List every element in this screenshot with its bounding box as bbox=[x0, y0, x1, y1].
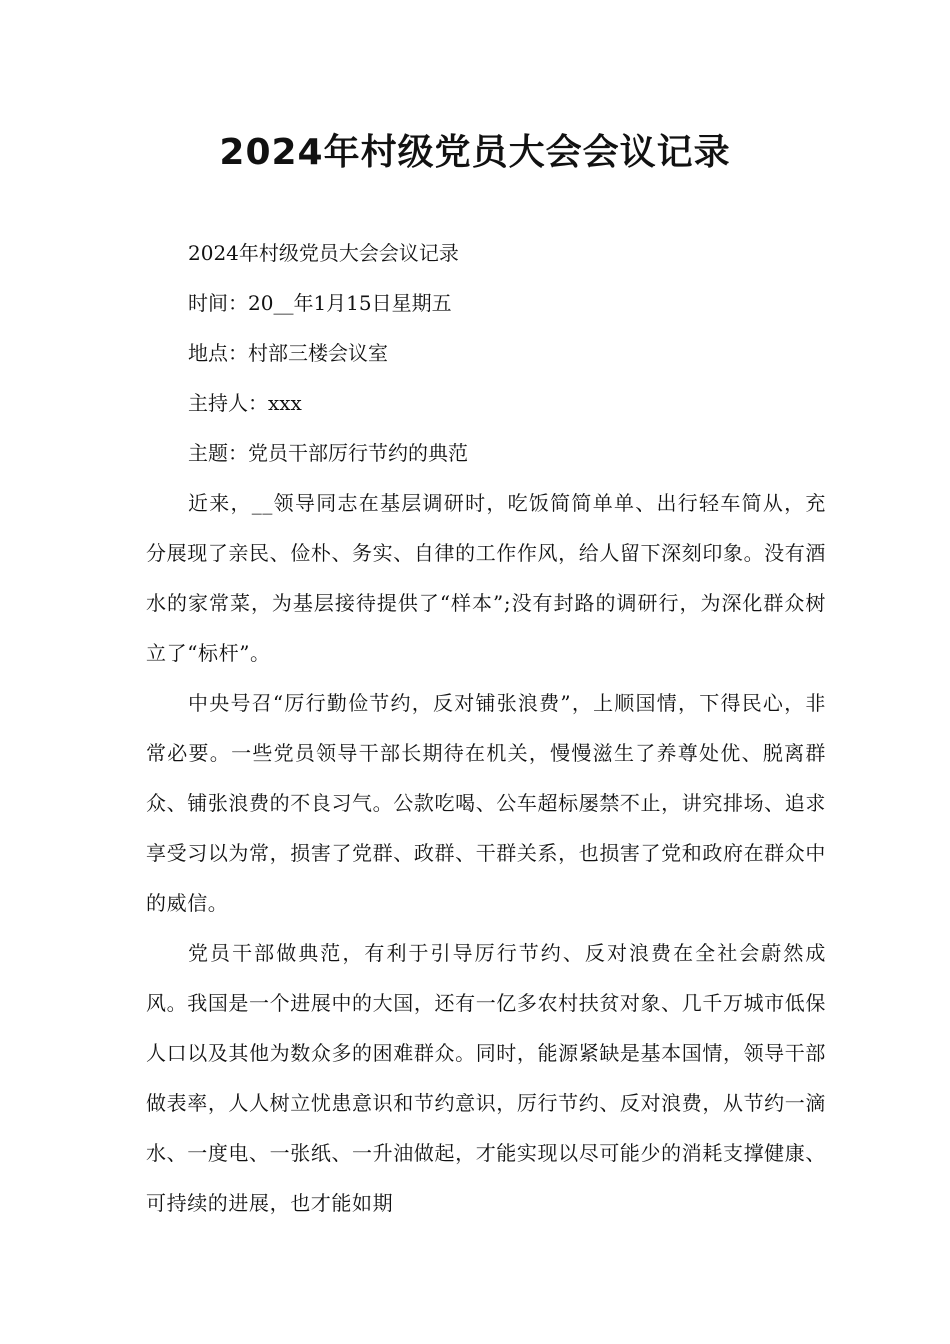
body-paragraph: 中央号召“厉行勤俭节约，反对铺张浪费”，上顺国情，下得民心，非常必要。一些党员领导干部长期待在机关，慢慢滋生了养尊处优、脱离群众、铺张浪费的不良习气。公款吃喝、公车超标屡禁不止，讲究排场、追求享受习以为常，损害了党群、政群、干群关系，也损害了党和政府在群众中的威信。 bbox=[146, 691, 826, 915]
document-title: 2024年村级党员大会会议记录 bbox=[219, 132, 731, 173]
meeting-host: 主持人：xxx bbox=[188, 391, 302, 415]
meeting-topic: 主题：党员干部厉行节约的典范 bbox=[188, 441, 468, 465]
body-paragraph: 党员干部做典范，有利于引导厉行节约、反对浪费在全社会蔚然成风。我国是一个进展中的大国，还有一亿多农村扶贫对象、几千万城市低保人口以及其他为数众多的困难群众。同时，能源紧缺是基本国情，领导干部做表率，人人树立忧患意识和节约意识，厉行节约、反对浪费，从节约一滴水、一度电、一张纸、一升油做起，才能实现以尽可能少的消耗支撑健康、可持续的进展，也才能如期 bbox=[146, 941, 826, 1215]
meeting-subtitle: 2024年村级党员大会会议记录 bbox=[188, 241, 459, 265]
meeting-time: 时间：20__年1月15日星期五 bbox=[188, 291, 452, 315]
body-paragraph: 近来，__领导同志在基层调研时，吃饭简简单单、出行轻车简从，充分展现了亲民、俭朴、务实、自律的工作作风，给人留下深刻印象。没有酒水的家常菜，为基层接待提供了“样本”;没有封路的调研行，为深化群众树立了“标杆”。 bbox=[146, 491, 826, 665]
document-body bbox=[146, 228, 826, 1228]
meeting-location: 地点：村部三楼会议室 bbox=[188, 341, 388, 365]
